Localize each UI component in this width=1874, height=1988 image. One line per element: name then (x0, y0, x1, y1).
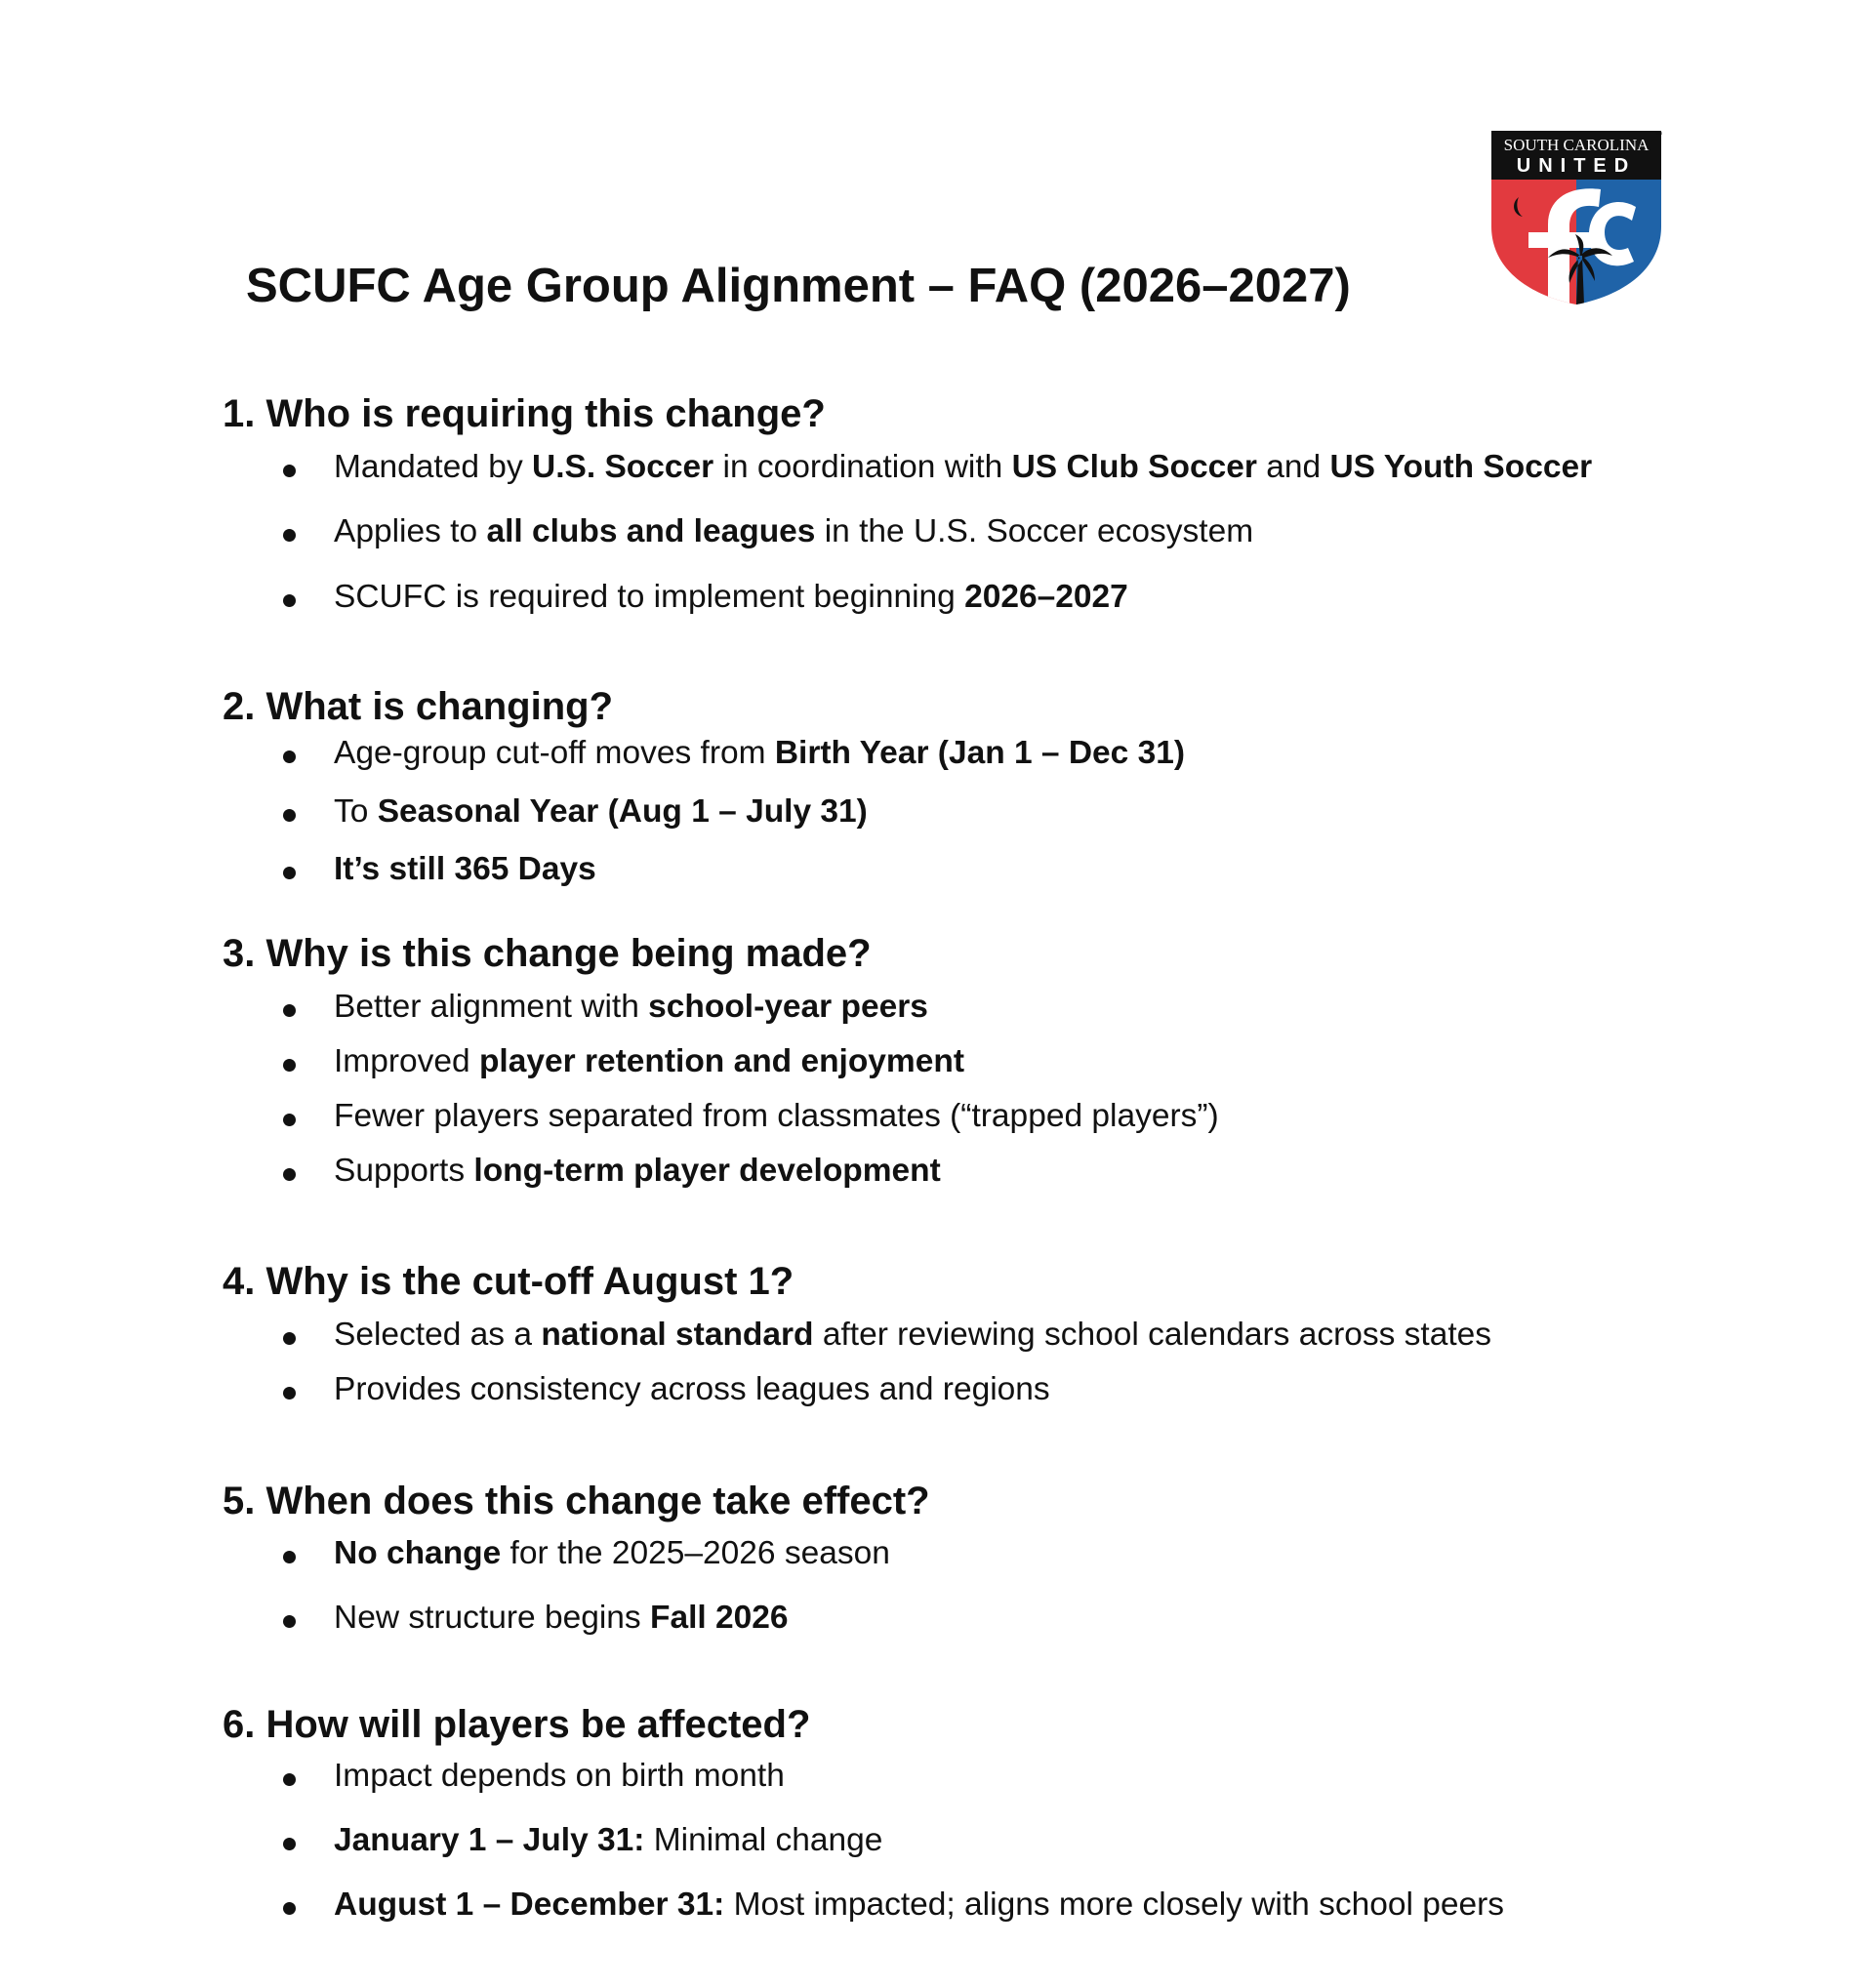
bold-text: Seasonal Year (Aug 1 – July 31) (377, 793, 868, 830)
text-segment: in the U.S. Soccer ecosystem (815, 513, 1254, 549)
text-segment: Impact depends on birth month (334, 1758, 785, 1794)
section-heading: 1. Who is requiring this change? (223, 392, 826, 435)
text-segment: To (334, 793, 378, 830)
text-segment: Applies to (334, 513, 487, 549)
bullet-text (334, 1534, 890, 1573)
bold-text: long-term player development (473, 1153, 941, 1189)
bullet-text (334, 1042, 964, 1081)
text-segment: Mandated by (334, 449, 532, 485)
text-segment: Provides consistency across leagues and regions (334, 1371, 1050, 1407)
bullet-icon (283, 1773, 296, 1786)
text-segment: Selected as a (334, 1317, 542, 1353)
bullet-text (334, 988, 928, 1027)
bullet-text (334, 512, 1253, 551)
bullet-text (334, 1097, 1219, 1136)
section-heading: 5. When does this change take effect? (223, 1480, 930, 1522)
logo-top-text: SOUTH CAROLINA (1503, 136, 1650, 154)
list-item (0, 850, 1659, 889)
bullet-icon (283, 1114, 296, 1126)
bullet-text (334, 1886, 1504, 1925)
bullet-icon (283, 1004, 296, 1017)
list-item (0, 1534, 1659, 1573)
list-item (0, 1152, 1659, 1191)
text-segment: Fewer players separated from classmates (“trapped players”) (334, 1098, 1219, 1134)
bullet-text (334, 448, 1592, 487)
list-item (0, 448, 1659, 487)
list-item (0, 1042, 1659, 1081)
bold-text: Birth Year (Jan 1 – Dec 31) (774, 735, 1186, 771)
bold-text: January 1 – July 31: (334, 1822, 645, 1858)
text-segment: Supports (334, 1153, 474, 1189)
bullet-icon (283, 1551, 296, 1563)
bullet-icon (283, 751, 296, 763)
bold-text: school-year peers (648, 989, 928, 1025)
list-item (0, 1370, 1659, 1409)
scufc-logo (1489, 131, 1663, 306)
bullet-text (334, 1821, 882, 1860)
logo-name-text: UNITED (1516, 155, 1637, 177)
bullet-icon (283, 594, 296, 607)
bullet-icon (283, 1838, 296, 1850)
bullet-text (334, 792, 868, 832)
list-item (0, 512, 1659, 551)
bullet-icon (283, 1059, 296, 1072)
list-item (0, 988, 1659, 1027)
text-segment: New structure begins (334, 1600, 650, 1636)
section-heading: 2. What is changing? (223, 685, 614, 728)
list-item (0, 1097, 1659, 1136)
bold-text: U.S. Soccer (532, 449, 714, 485)
bullet-text (334, 1599, 789, 1638)
text-segment: in coordination with (713, 449, 1012, 485)
section-heading: 3. Why is this change being made? (223, 932, 872, 975)
list-item (0, 1886, 1659, 1925)
bold-text: It’s still 365 Days (334, 851, 596, 887)
bullet-text (334, 850, 596, 889)
list-item (0, 792, 1659, 832)
bullet-icon (283, 1615, 296, 1628)
list-item (0, 1316, 1659, 1355)
section-heading: 6. How will players be affected? (223, 1703, 811, 1746)
text-segment: for the 2025–2026 season (501, 1535, 890, 1571)
bullet-text (334, 1316, 1491, 1355)
list-item (0, 578, 1659, 617)
bullet-text (334, 578, 1128, 617)
list-item (0, 1757, 1659, 1796)
bold-text: all clubs and leagues (486, 513, 816, 549)
text-segment: Most impacted; aligns more closely with school peers (724, 1887, 1505, 1923)
list-item (0, 1821, 1659, 1860)
text-segment: and (1256, 449, 1330, 485)
bold-text: US Youth Soccer (1329, 449, 1593, 485)
bullet-icon (283, 1168, 296, 1181)
bullet-text (334, 734, 1185, 773)
bullet-text (334, 1152, 941, 1191)
bullet-text (334, 1370, 1050, 1409)
list-item (0, 734, 1659, 773)
bold-text: August 1 – December 31: (334, 1887, 725, 1923)
bold-text: player retention and enjoyment (478, 1043, 964, 1079)
list-item (0, 1599, 1659, 1638)
bullet-icon (283, 465, 296, 477)
bullet-icon (283, 809, 296, 822)
text-segment: after reviewing school calendars across states (813, 1317, 1492, 1353)
text-segment: Minimal change (644, 1822, 883, 1858)
logo-trademark: ™ (1655, 132, 1662, 139)
bullet-icon (283, 1332, 296, 1345)
bold-text: US Club Soccer (1011, 449, 1257, 485)
bold-text: No change (334, 1535, 502, 1571)
page-title: SCUFC Age Group Alignment – FAQ (2026–2027) (246, 260, 1351, 312)
bullet-icon (283, 1902, 296, 1915)
bullet-text (334, 1757, 785, 1796)
text-segment: SCUFC is required to implement beginning (334, 579, 965, 615)
bold-text: 2026–2027 (964, 579, 1128, 615)
text-segment: Better alignment with (334, 989, 649, 1025)
bullet-icon (283, 529, 296, 542)
text-segment: Improved (334, 1043, 479, 1079)
logo-shield (1489, 180, 1663, 306)
bold-text: national standard (541, 1317, 814, 1353)
bullet-icon (283, 1387, 296, 1400)
bullet-icon (283, 867, 296, 879)
text-segment: Age-group cut-off moves from (334, 735, 775, 771)
section-heading: 4. Why is the cut-off August 1? (223, 1260, 794, 1303)
bold-text: Fall 2026 (649, 1600, 789, 1636)
